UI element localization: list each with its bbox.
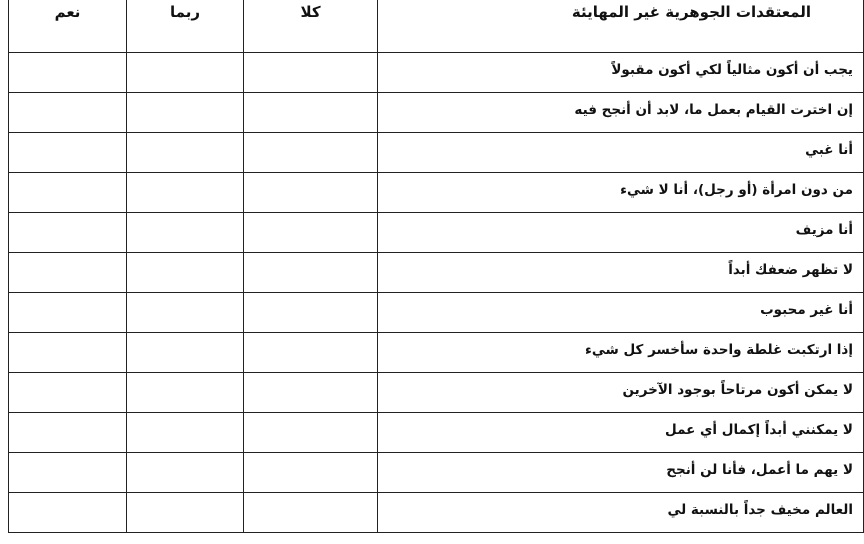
answer-cell-yes[interactable]: [9, 373, 127, 413]
belief-statement: أنا غبي: [378, 133, 864, 173]
answer-cell-maybe[interactable]: [127, 93, 244, 133]
answer-cell-yes[interactable]: [9, 493, 127, 533]
answer-cell-yes[interactable]: [9, 93, 127, 133]
belief-statement: لا تظهر ضعفك أبداً: [378, 253, 864, 293]
belief-statement: إن اخترت القيام بعمل ما، لابد أن أنجح فيه: [378, 93, 864, 133]
table-row: [9, 173, 864, 213]
answer-cell-no[interactable]: [244, 133, 378, 173]
answer-cell-maybe[interactable]: [127, 173, 244, 213]
answer-cell-no[interactable]: [244, 253, 378, 293]
table-row: [9, 373, 864, 413]
answer-cell-maybe[interactable]: [127, 493, 244, 533]
worksheet: [8, 0, 853, 544]
answer-cell-maybe[interactable]: [127, 293, 244, 333]
belief-statement: أنا مزيف: [378, 213, 864, 253]
answer-cell-no[interactable]: [244, 53, 378, 93]
answer-cell-yes[interactable]: [9, 253, 127, 293]
belief-statement: العالم مخيف جداً بالنسبة لي: [378, 493, 864, 533]
belief-statement: لا يهم ما أعمل، فأنا لن أنجح: [378, 453, 864, 493]
answer-cell-maybe[interactable]: [127, 133, 244, 173]
header-row: [9, 0, 864, 53]
answer-cell-maybe[interactable]: [127, 333, 244, 373]
answer-cell-no[interactable]: [244, 93, 378, 133]
table-row: [9, 213, 864, 253]
answer-cell-yes[interactable]: [9, 293, 127, 333]
belief-statement: من دون امرأة (أو رجل)، أنا لا شيء: [378, 173, 864, 213]
answer-cell-no[interactable]: [244, 453, 378, 493]
answer-cell-no[interactable]: [244, 493, 378, 533]
belief-statement: إذا ارتكبت غلطة واحدة سأخسر كل شيء: [378, 333, 864, 373]
answer-cell-yes[interactable]: [9, 453, 127, 493]
answer-cell-no[interactable]: [244, 173, 378, 213]
answer-cell-maybe[interactable]: [127, 253, 244, 293]
answer-cell-no[interactable]: [244, 213, 378, 253]
header-maybe: ربما: [127, 0, 244, 53]
table-row: [9, 333, 864, 373]
header-beliefs: المعتقدات الجوهرية غير المهايئة: [378, 0, 864, 53]
answer-cell-yes[interactable]: [9, 413, 127, 453]
answer-cell-yes[interactable]: [9, 173, 127, 213]
answer-cell-maybe[interactable]: [127, 373, 244, 413]
answer-cell-maybe[interactable]: [127, 213, 244, 253]
answer-cell-yes[interactable]: [9, 53, 127, 93]
table-row: [9, 453, 864, 493]
belief-statement: لا يمكنني أبداً إكمال أي عمل: [378, 413, 864, 453]
answer-cell-maybe[interactable]: [127, 453, 244, 493]
answer-cell-yes[interactable]: [9, 213, 127, 253]
belief-statement: أنا غير محبوب: [378, 293, 864, 333]
answer-cell-no[interactable]: [244, 413, 378, 453]
table-row: [9, 493, 864, 533]
core-beliefs-table: [8, 0, 864, 533]
table-row: [9, 53, 864, 93]
answer-cell-no[interactable]: [244, 373, 378, 413]
answer-cell-maybe[interactable]: [127, 53, 244, 93]
table-row: [9, 413, 864, 453]
table-row: [9, 133, 864, 173]
header-yes: نعم: [9, 0, 127, 53]
belief-rows: [9, 53, 864, 533]
table-row: [9, 293, 864, 333]
header-no: كلا: [244, 0, 378, 53]
table-row: [9, 93, 864, 133]
belief-statement: لا يمكن أكون مرتاحاً بوجود الآخرين: [378, 373, 864, 413]
answer-cell-no[interactable]: [244, 293, 378, 333]
belief-statement: يجب أن أكون مثالياً لكي أكون مقبولاً: [378, 53, 864, 93]
answer-cell-maybe[interactable]: [127, 413, 244, 453]
answer-cell-yes[interactable]: [9, 333, 127, 373]
table-row: [9, 253, 864, 293]
answer-cell-yes[interactable]: [9, 133, 127, 173]
answer-cell-no[interactable]: [244, 333, 378, 373]
